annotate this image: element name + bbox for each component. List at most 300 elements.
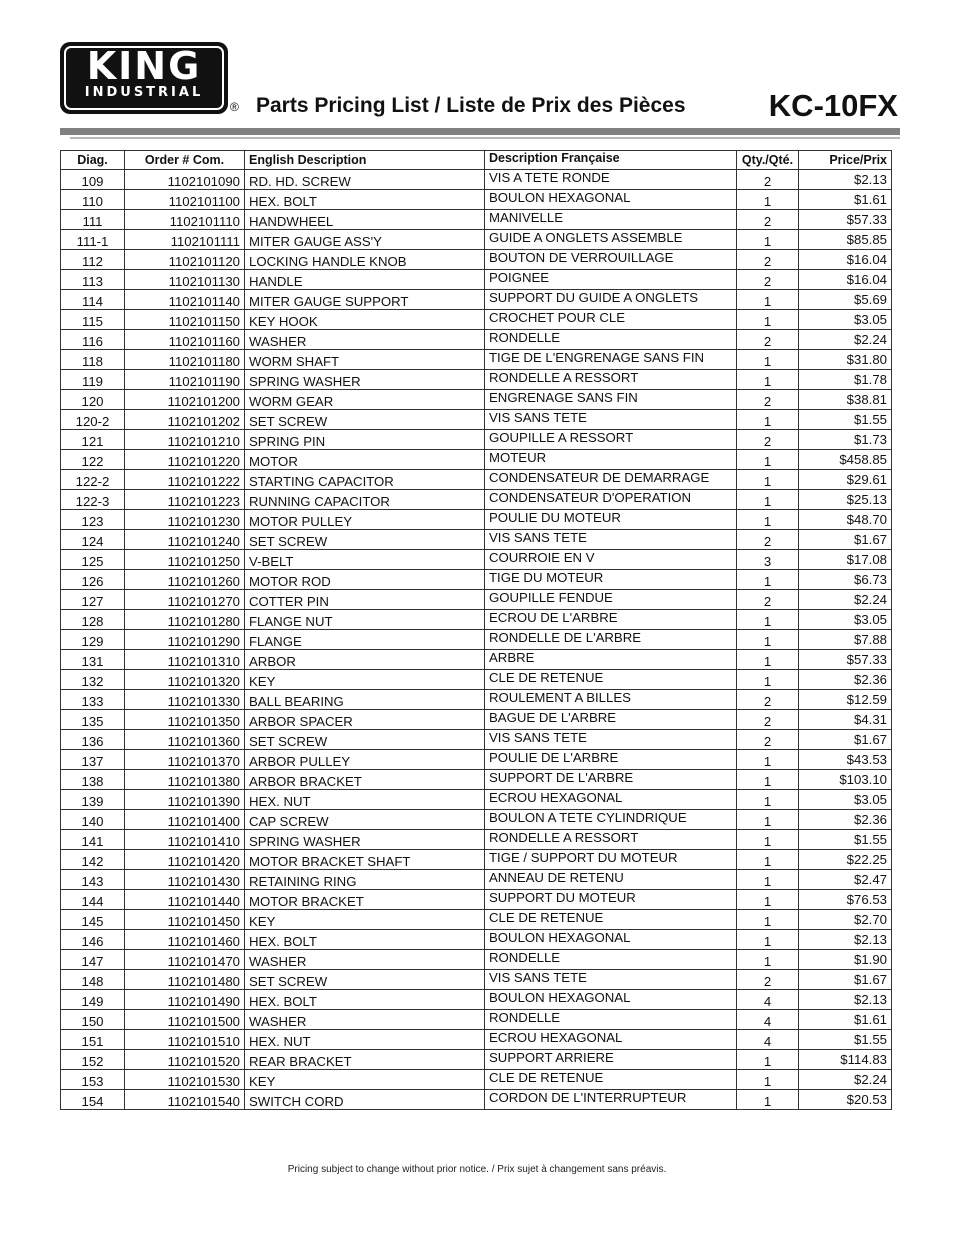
cell-french-desc: BOUTON DE VERROUILLAGE: [485, 250, 737, 270]
col-header-qty: Qty./Qté.: [737, 151, 799, 170]
cell-order-number: 1102101223: [125, 490, 245, 510]
cell-english-desc: WORM SHAFT: [245, 350, 485, 370]
cell-english-desc: HEX. NUT: [245, 1030, 485, 1050]
cell-order-number: 1102101090: [125, 170, 245, 190]
cell-french-desc: ROULEMENT A BILLES: [485, 690, 737, 710]
cell-qty: 1: [737, 450, 799, 470]
cell-order-number: 1102101420: [125, 850, 245, 870]
cell-qty: 2: [737, 690, 799, 710]
cell-order-number: 1102101270: [125, 590, 245, 610]
cell-order-number: 1102101330: [125, 690, 245, 710]
table-row: [61, 970, 892, 990]
cell-qty: 1: [737, 750, 799, 770]
cell-price: $3.05: [799, 610, 892, 630]
col-header-order: Order # Com.: [125, 151, 245, 170]
model-number: KC-10FX: [768, 88, 898, 123]
cell-english-desc: FLANGE NUT: [245, 610, 485, 630]
cell-diag: 148: [61, 970, 125, 990]
cell-diag: 132: [61, 670, 125, 690]
cell-qty: 2: [737, 430, 799, 450]
cell-order-number: 1102101290: [125, 630, 245, 650]
cell-diag: 122-3: [61, 490, 125, 510]
cell-order-number: 1102101360: [125, 730, 245, 750]
cell-qty: 1: [737, 610, 799, 630]
cell-english-desc: BALL BEARING: [245, 690, 485, 710]
cell-price: $38.81: [799, 390, 892, 410]
table-row: [61, 450, 892, 470]
cell-price: $7.88: [799, 630, 892, 650]
cell-diag: 154: [61, 1090, 125, 1110]
table-row: [61, 950, 892, 970]
table-row: [61, 890, 892, 910]
cell-order-number: 1102101200: [125, 390, 245, 410]
cell-qty: 1: [737, 410, 799, 430]
cell-order-number: 1102101260: [125, 570, 245, 590]
cell-qty: 4: [737, 1010, 799, 1030]
cell-french-desc: RONDELLE: [485, 1010, 737, 1030]
cell-english-desc: MOTOR PULLEY: [245, 510, 485, 530]
cell-price: $2.13: [799, 170, 892, 190]
table-row: [61, 910, 892, 930]
cell-price: $2.36: [799, 810, 892, 830]
cell-qty: 1: [737, 870, 799, 890]
cell-french-desc: MOTEUR: [485, 450, 737, 470]
cell-price: $12.59: [799, 690, 892, 710]
cell-french-desc: CLE DE RETENUE: [485, 910, 737, 930]
cell-english-desc: KEY: [245, 670, 485, 690]
table-row: [61, 810, 892, 830]
table-row: [61, 1010, 892, 1030]
cell-french-desc: CONDENSATEUR D'OPERATION: [485, 490, 737, 510]
cell-order-number: 1102101160: [125, 330, 245, 350]
cell-order-number: 1102101470: [125, 950, 245, 970]
cell-price: $2.13: [799, 990, 892, 1010]
cell-order-number: 1102101370: [125, 750, 245, 770]
header-rule-shadow: [70, 137, 900, 139]
cell-french-desc: BOULON HEXAGONAL: [485, 930, 737, 950]
cell-qty: 1: [737, 570, 799, 590]
cell-order-number: 1102101120: [125, 250, 245, 270]
cell-diag: 138: [61, 770, 125, 790]
cell-diag: 115: [61, 310, 125, 330]
cell-french-desc: CLE DE RETENUE: [485, 670, 737, 690]
cell-price: $5.69: [799, 290, 892, 310]
cell-diag: 135: [61, 710, 125, 730]
cell-order-number: 1102101320: [125, 670, 245, 690]
col-header-diag: Diag.: [61, 151, 125, 170]
cell-english-desc: WORM GEAR: [245, 390, 485, 410]
table-row: [61, 830, 892, 850]
table-row: [61, 770, 892, 790]
cell-english-desc: KEY HOOK: [245, 310, 485, 330]
table-row: [61, 1090, 892, 1110]
table-row: [61, 790, 892, 810]
cell-french-desc: ANNEAU DE RETENU: [485, 870, 737, 890]
cell-diag: 124: [61, 530, 125, 550]
cell-order-number: 1102101480: [125, 970, 245, 990]
cell-french-desc: RONDELLE: [485, 330, 737, 350]
cell-qty: 2: [737, 390, 799, 410]
cell-french-desc: CONDENSATEUR DE DEMARRAGE: [485, 470, 737, 490]
cell-order-number: 1102101190: [125, 370, 245, 390]
cell-price: $2.36: [799, 670, 892, 690]
cell-diag: 139: [61, 790, 125, 810]
cell-diag: 118: [61, 350, 125, 370]
table-row: [61, 370, 892, 390]
cell-qty: 3: [737, 550, 799, 570]
cell-diag: 111: [61, 210, 125, 230]
cell-english-desc: SPRING WASHER: [245, 370, 485, 390]
cell-english-desc: FLANGE: [245, 630, 485, 650]
cell-price: $6.73: [799, 570, 892, 590]
table-row: [61, 330, 892, 350]
table-row: [61, 430, 892, 450]
table-row: [61, 610, 892, 630]
table-row: [61, 870, 892, 890]
cell-english-desc: RUNNING CAPACITOR: [245, 490, 485, 510]
cell-order-number: 1102101410: [125, 830, 245, 850]
cell-order-number: 1102101130: [125, 270, 245, 290]
cell-french-desc: BOULON A TETE CYLINDRIQUE: [485, 810, 737, 830]
cell-order-number: 1102101390: [125, 790, 245, 810]
cell-price: $2.47: [799, 870, 892, 890]
cell-english-desc: HEX. BOLT: [245, 990, 485, 1010]
cell-qty: 1: [737, 370, 799, 390]
col-header-english: English Description: [245, 151, 485, 170]
cell-order-number: 1102101111: [125, 230, 245, 250]
table-row: [61, 310, 892, 330]
cell-qty: 1: [737, 310, 799, 330]
cell-order-number: 1102101280: [125, 610, 245, 630]
cell-french-desc: VIS SANS TETE: [485, 730, 737, 750]
cell-diag: 128: [61, 610, 125, 630]
cell-order-number: 1102101440: [125, 890, 245, 910]
cell-english-desc: MITER GAUGE SUPPORT: [245, 290, 485, 310]
cell-qty: 1: [737, 830, 799, 850]
cell-qty: 1: [737, 850, 799, 870]
cell-french-desc: CORDON DE L'INTERRUPTEUR: [485, 1090, 737, 1110]
cell-english-desc: MOTOR BRACKET: [245, 890, 485, 910]
cell-qty: 1: [737, 910, 799, 930]
table-row: [61, 750, 892, 770]
cell-french-desc: GOUPILLE A RESSORT: [485, 430, 737, 450]
cell-price: $17.08: [799, 550, 892, 570]
table-row: [61, 1050, 892, 1070]
cell-diag: 120: [61, 390, 125, 410]
col-header-french: Description Française: [485, 151, 737, 170]
table-row: [61, 730, 892, 750]
cell-diag: 109: [61, 170, 125, 190]
cell-diag: 137: [61, 750, 125, 770]
logo-king-text: KING: [86, 44, 202, 88]
cell-price: $103.10: [799, 770, 892, 790]
cell-diag: 133: [61, 690, 125, 710]
cell-price: $48.70: [799, 510, 892, 530]
cell-diag: 142: [61, 850, 125, 870]
cell-french-desc: MANIVELLE: [485, 210, 737, 230]
cell-order-number: 1102101400: [125, 810, 245, 830]
cell-diag: 153: [61, 1070, 125, 1090]
cell-qty: 1: [737, 890, 799, 910]
table-row: [61, 590, 892, 610]
table-row: [61, 1070, 892, 1090]
cell-qty: 1: [737, 350, 799, 370]
cell-diag: 110: [61, 190, 125, 210]
cell-price: $1.67: [799, 530, 892, 550]
table-row: [61, 230, 892, 250]
cell-english-desc: MOTOR ROD: [245, 570, 485, 590]
cell-english-desc: MITER GAUGE ASS'Y: [245, 230, 485, 250]
cell-french-desc: BOULON HEXAGONAL: [485, 990, 737, 1010]
table-row: [61, 930, 892, 950]
cell-english-desc: WASHER: [245, 1010, 485, 1030]
cell-french-desc: ENGRENAGE SANS FIN: [485, 390, 737, 410]
cell-price: $25.13: [799, 490, 892, 510]
registered-mark: ®: [230, 100, 239, 114]
cell-french-desc: ECROU DE L'ARBRE: [485, 610, 737, 630]
cell-price: $31.80: [799, 350, 892, 370]
cell-order-number: 1102101490: [125, 990, 245, 1010]
cell-price: $76.53: [799, 890, 892, 910]
table-row: [61, 630, 892, 650]
cell-english-desc: RD. HD. SCREW: [245, 170, 485, 190]
cell-qty: 2: [737, 530, 799, 550]
cell-diag: 150: [61, 1010, 125, 1030]
table-row: [61, 990, 892, 1010]
cell-qty: 1: [737, 190, 799, 210]
cell-french-desc: ARBRE: [485, 650, 737, 670]
table-row: [61, 290, 892, 310]
cell-price: $57.33: [799, 210, 892, 230]
table-row: [61, 1030, 892, 1050]
table-row: [61, 690, 892, 710]
cell-qty: 1: [737, 670, 799, 690]
cell-french-desc: SUPPORT DE L'ARBRE: [485, 770, 737, 790]
cell-order-number: 1102101100: [125, 190, 245, 210]
cell-qty: 1: [737, 1070, 799, 1090]
cell-order-number: 1102101430: [125, 870, 245, 890]
cell-qty: 1: [737, 230, 799, 250]
cell-diag: 152: [61, 1050, 125, 1070]
cell-qty: 2: [737, 170, 799, 190]
cell-diag: 123: [61, 510, 125, 530]
cell-diag: 129: [61, 630, 125, 650]
cell-diag: 125: [61, 550, 125, 570]
table-row: [61, 550, 892, 570]
cell-qty: 2: [737, 730, 799, 750]
cell-diag: 120-2: [61, 410, 125, 430]
cell-order-number: 1102101240: [125, 530, 245, 550]
cell-english-desc: LOCKING HANDLE KNOB: [245, 250, 485, 270]
table-row: [61, 390, 892, 410]
cell-english-desc: STARTING CAPACITOR: [245, 470, 485, 490]
cell-english-desc: HEX. BOLT: [245, 930, 485, 950]
cell-order-number: 1102101180: [125, 350, 245, 370]
cell-price: $43.53: [799, 750, 892, 770]
cell-qty: 1: [737, 810, 799, 830]
cell-english-desc: HANDLE: [245, 270, 485, 290]
cell-french-desc: VIS SANS TETE: [485, 530, 737, 550]
cell-qty: 2: [737, 210, 799, 230]
cell-price: $20.53: [799, 1090, 892, 1110]
col-header-price: Price/Prix: [799, 151, 892, 170]
cell-french-desc: VIS A TETE RONDE: [485, 170, 737, 190]
cell-english-desc: ARBOR BRACKET: [245, 770, 485, 790]
cell-price: $4.31: [799, 710, 892, 730]
cell-price: $1.61: [799, 190, 892, 210]
cell-diag: 149: [61, 990, 125, 1010]
table-row: [61, 170, 892, 190]
cell-english-desc: ARBOR: [245, 650, 485, 670]
cell-qty: 2: [737, 970, 799, 990]
cell-qty: 1: [737, 470, 799, 490]
cell-price: $16.04: [799, 250, 892, 270]
cell-french-desc: ECROU HEXAGONAL: [485, 790, 737, 810]
cell-diag: 140: [61, 810, 125, 830]
cell-qty: 4: [737, 990, 799, 1010]
cell-diag: 146: [61, 930, 125, 950]
table-row: [61, 650, 892, 670]
cell-price: $16.04: [799, 270, 892, 290]
cell-french-desc: CLE DE RETENUE: [485, 1070, 737, 1090]
cell-qty: 2: [737, 270, 799, 290]
cell-qty: 4: [737, 1030, 799, 1050]
cell-price: $1.73: [799, 430, 892, 450]
cell-diag: 145: [61, 910, 125, 930]
header-rule: [60, 128, 900, 135]
cell-french-desc: SUPPORT DU MOTEUR: [485, 890, 737, 910]
cell-diag: 141: [61, 830, 125, 850]
cell-french-desc: RONDELLE: [485, 950, 737, 970]
table-row: [61, 530, 892, 550]
cell-french-desc: RONDELLE DE L'ARBRE: [485, 630, 737, 650]
cell-diag: 119: [61, 370, 125, 390]
cell-french-desc: CROCHET POUR CLE: [485, 310, 737, 330]
cell-order-number: 1102101500: [125, 1010, 245, 1030]
cell-diag: 121: [61, 430, 125, 450]
table-row: [61, 490, 892, 510]
cell-french-desc: ECROU HEXAGONAL: [485, 1030, 737, 1050]
cell-order-number: 1102101210: [125, 430, 245, 450]
cell-price: $57.33: [799, 650, 892, 670]
cell-french-desc: BOULON HEXAGONAL: [485, 190, 737, 210]
cell-english-desc: SPRING PIN: [245, 430, 485, 450]
cell-qty: 1: [737, 930, 799, 950]
cell-price: $29.61: [799, 470, 892, 490]
cell-english-desc: KEY: [245, 1070, 485, 1090]
cell-price: $2.24: [799, 1070, 892, 1090]
cell-diag: 136: [61, 730, 125, 750]
cell-qty: 1: [737, 1090, 799, 1110]
cell-order-number: 1102101310: [125, 650, 245, 670]
cell-price: $1.55: [799, 830, 892, 850]
cell-price: $2.24: [799, 590, 892, 610]
cell-order-number: 1102101540: [125, 1090, 245, 1110]
table-row: [61, 190, 892, 210]
cell-order-number: 1102101460: [125, 930, 245, 950]
table-row: [61, 670, 892, 690]
cell-order-number: 1102101230: [125, 510, 245, 530]
cell-price: $2.13: [799, 930, 892, 950]
brand-logo: [60, 42, 228, 114]
page-title: Parts Pricing List / Liste de Prix des Pièces: [256, 94, 686, 117]
cell-french-desc: SUPPORT DU GUIDE A ONGLETS: [485, 290, 737, 310]
cell-order-number: 1102101220: [125, 450, 245, 470]
cell-french-desc: VIS SANS TETE: [485, 410, 737, 430]
cell-qty: 1: [737, 290, 799, 310]
cell-order-number: 1102101250: [125, 550, 245, 570]
cell-diag: 113: [61, 270, 125, 290]
cell-diag: 116: [61, 330, 125, 350]
table-row: [61, 250, 892, 270]
cell-order-number: 1102101350: [125, 710, 245, 730]
cell-price: $1.67: [799, 730, 892, 750]
cell-price: $22.25: [799, 850, 892, 870]
cell-qty: 2: [737, 710, 799, 730]
cell-french-desc: TIGE / SUPPORT DU MOTEUR: [485, 850, 737, 870]
cell-diag: 122: [61, 450, 125, 470]
cell-french-desc: GOUPILLE FENDUE: [485, 590, 737, 610]
cell-order-number: 1102101202: [125, 410, 245, 430]
cell-english-desc: WASHER: [245, 950, 485, 970]
cell-french-desc: VIS SANS TETE: [485, 970, 737, 990]
cell-english-desc: SWITCH CORD: [245, 1090, 485, 1110]
cell-english-desc: SET SCREW: [245, 410, 485, 430]
cell-diag: 112: [61, 250, 125, 270]
cell-qty: 1: [737, 790, 799, 810]
table-row: [61, 510, 892, 530]
cell-french-desc: COURROIE EN V: [485, 550, 737, 570]
cell-diag: 111-1: [61, 230, 125, 250]
cell-order-number: 1102101150: [125, 310, 245, 330]
cell-price: $3.05: [799, 790, 892, 810]
cell-qty: 1: [737, 490, 799, 510]
cell-english-desc: COTTER PIN: [245, 590, 485, 610]
cell-french-desc: BAGUE DE L'ARBRE: [485, 710, 737, 730]
table-row: [61, 850, 892, 870]
cell-price: $1.90: [799, 950, 892, 970]
cell-english-desc: CAP SCREW: [245, 810, 485, 830]
cell-english-desc: SET SCREW: [245, 730, 485, 750]
cell-french-desc: POULIE DU MOTEUR: [485, 510, 737, 530]
cell-price: $1.55: [799, 410, 892, 430]
pricing-footnote: Pricing subject to change without prior notice. / Prix sujet à changement sans préavis.: [287, 1164, 667, 1175]
cell-qty: 1: [737, 1050, 799, 1070]
cell-price: $1.55: [799, 1030, 892, 1050]
cell-order-number: 1102101140: [125, 290, 245, 310]
table-row: [61, 710, 892, 730]
cell-qty: 1: [737, 770, 799, 790]
cell-order-number: 1102101520: [125, 1050, 245, 1070]
cell-qty: 1: [737, 510, 799, 530]
cell-order-number: 1102101510: [125, 1030, 245, 1050]
cell-diag: 127: [61, 590, 125, 610]
cell-english-desc: WASHER: [245, 330, 485, 350]
cell-order-number: 1102101380: [125, 770, 245, 790]
cell-qty: 1: [737, 650, 799, 670]
cell-diag: 114: [61, 290, 125, 310]
cell-diag: 143: [61, 870, 125, 890]
cell-english-desc: SET SCREW: [245, 970, 485, 990]
table-row: [61, 350, 892, 370]
cell-qty: 2: [737, 250, 799, 270]
cell-english-desc: MOTOR: [245, 450, 485, 470]
cell-french-desc: POULIE DE L'ARBRE: [485, 750, 737, 770]
cell-english-desc: MOTOR BRACKET SHAFT: [245, 850, 485, 870]
cell-price: $2.70: [799, 910, 892, 930]
table-header-row: [61, 151, 892, 170]
cell-english-desc: ARBOR PULLEY: [245, 750, 485, 770]
